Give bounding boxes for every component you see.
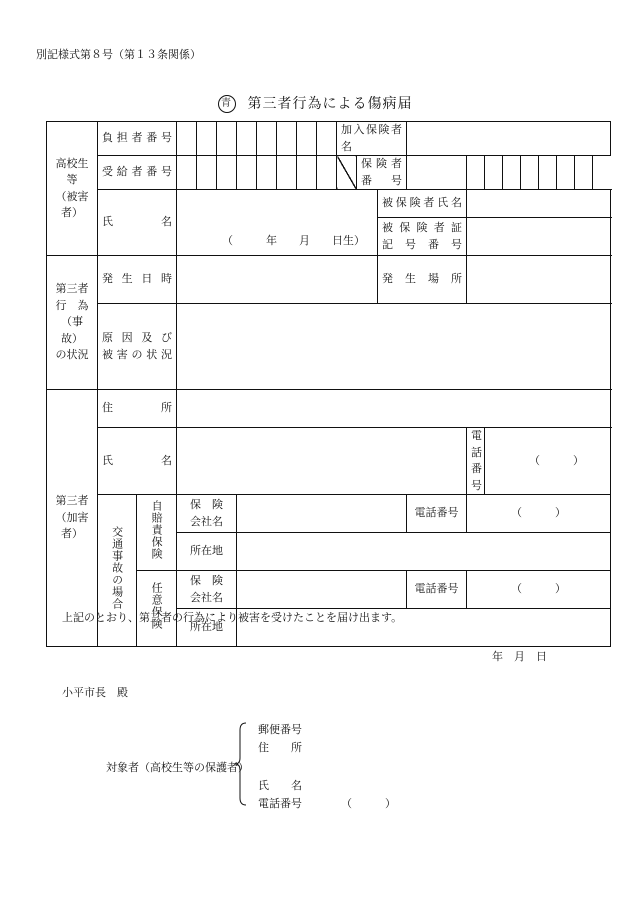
occurrence-place-label: 発生場所 [378, 256, 467, 304]
compulsory-location-field[interactable] [237, 533, 611, 571]
diagonal-void-cell [337, 156, 357, 190]
recipient-number-digit[interactable] [197, 156, 217, 190]
insurer-number-digit[interactable] [575, 156, 593, 190]
insurer-number-digit[interactable] [521, 156, 539, 190]
insured-name-label: 被保険者氏名 [378, 190, 467, 218]
insurer-number-digit[interactable] [407, 156, 467, 190]
traffic-accident-label: 交通事故の場合 [98, 495, 137, 647]
declaration-text: 上記のとおり、第三者の行為により被害を受けたことを届け出ます。 [62, 611, 403, 624]
recipient-number-digit[interactable] [237, 156, 257, 190]
perpetrator-phone-field[interactable]: （ ） [485, 428, 611, 495]
form-number: 別記様式第８号（第１３条関係） [36, 48, 201, 61]
occurrence-datetime-label: 発生日時 [98, 256, 177, 304]
birthdate-text: （ 年 月 日生） [222, 233, 365, 247]
applicant-label: 対象者（高校生等の保護者） [106, 761, 249, 774]
compulsory-phone-label: 電話番号 [407, 495, 467, 533]
applicant-phone-value: （ ） [341, 797, 396, 810]
insurer-number-digit[interactable] [557, 156, 575, 190]
applicant-address-label: 住 所 [258, 741, 302, 754]
victim-section-label: 高校生等 （被害者） [47, 122, 98, 256]
perpetrator-address-label: 住 所 [98, 390, 177, 428]
recipient-number-digit[interactable] [297, 156, 317, 190]
insurer-number-digit[interactable] [485, 156, 503, 190]
voluntary-company-label: 保 険 会社名 [177, 571, 237, 609]
insurer-number-digit[interactable] [539, 156, 557, 190]
postal-code-label: 郵便番号 [258, 723, 302, 736]
applicant-phone-label: 電話番号 [258, 797, 302, 810]
cause-damage-field[interactable] [177, 304, 611, 390]
voluntary-company-field[interactable] [237, 571, 407, 609]
insurer-name-field[interactable] [407, 122, 611, 156]
insured-cert-label: 被保険者証 記号番号 [378, 218, 467, 256]
occurrence-datetime-field[interactable] [177, 256, 378, 304]
voluntary-insurance-label: 任意保険 [137, 571, 177, 647]
insurer-name-label: 加入保険者名 [337, 122, 407, 156]
recipient-number-digit[interactable] [217, 156, 237, 190]
injury-report-table [46, 121, 611, 647]
burden-number-digit[interactable] [257, 122, 277, 156]
victim-name-field[interactable] [177, 190, 378, 256]
burden-number-digit[interactable] [277, 122, 297, 156]
compulsory-insurance-label: 自賠責保険 [137, 495, 177, 571]
form-title [0, 95, 630, 113]
cause-damage-label: 原因及び 被害の状況 [98, 304, 177, 390]
insurer-number-digit[interactable] [503, 156, 521, 190]
perpetrator-name-label: 氏 名 [98, 428, 177, 495]
occurrence-place-field[interactable] [467, 256, 611, 304]
burden-number-label: 負担者番号 [98, 122, 177, 156]
burden-number-digit[interactable] [177, 122, 197, 156]
voluntary-phone-field[interactable]: （ ） [467, 571, 611, 609]
recipient-number-digit[interactable] [277, 156, 297, 190]
burden-number-digit[interactable] [237, 122, 257, 156]
perpetrator-phone-label: 電話番号 [467, 428, 485, 495]
recipient-number-digit[interactable] [257, 156, 277, 190]
burden-number-digit[interactable] [317, 122, 337, 156]
voluntary-phone-label: 電話番号 [407, 571, 467, 609]
perpetrator-name-field[interactable] [177, 428, 467, 495]
compulsory-company-label: 保 険 会社名 [177, 495, 237, 533]
recipient-number-label: 受給者番号 [98, 156, 177, 190]
compulsory-phone-field[interactable]: （ ） [467, 495, 611, 533]
left-brace-icon [234, 722, 248, 806]
incident-section-label: 第三者 行 為 （事故） の状況 [47, 256, 98, 390]
title-text: 第三者行為による傷病届 [247, 96, 413, 112]
voluntary-location-label: 所在地 [177, 609, 237, 647]
victim-name-label: 氏 名 [98, 190, 177, 256]
submission-date: 年 月 日 [492, 650, 547, 663]
compulsory-company-field[interactable] [237, 495, 407, 533]
perpetrator-section-label: 第三者 （加害者） [47, 390, 98, 647]
burden-number-digit[interactable] [217, 122, 237, 156]
applicant-name-label: 氏 名 [258, 779, 302, 792]
addressee: 小平市長 殿 [62, 686, 128, 699]
burden-number-digit[interactable] [297, 122, 317, 156]
insured-name-field[interactable] [467, 190, 611, 218]
perpetrator-address-field[interactable] [177, 390, 611, 428]
insured-cert-field[interactable] [467, 218, 611, 256]
recipient-number-digit[interactable] [177, 156, 197, 190]
burden-number-digit[interactable] [197, 122, 217, 156]
compulsory-location-label: 所在地 [177, 533, 237, 571]
insurer-number-label: 保険者番号 [357, 156, 407, 190]
blue-badge: 青 [218, 95, 236, 113]
insurer-number-digit[interactable] [467, 156, 485, 190]
recipient-number-digit[interactable] [317, 156, 337, 190]
